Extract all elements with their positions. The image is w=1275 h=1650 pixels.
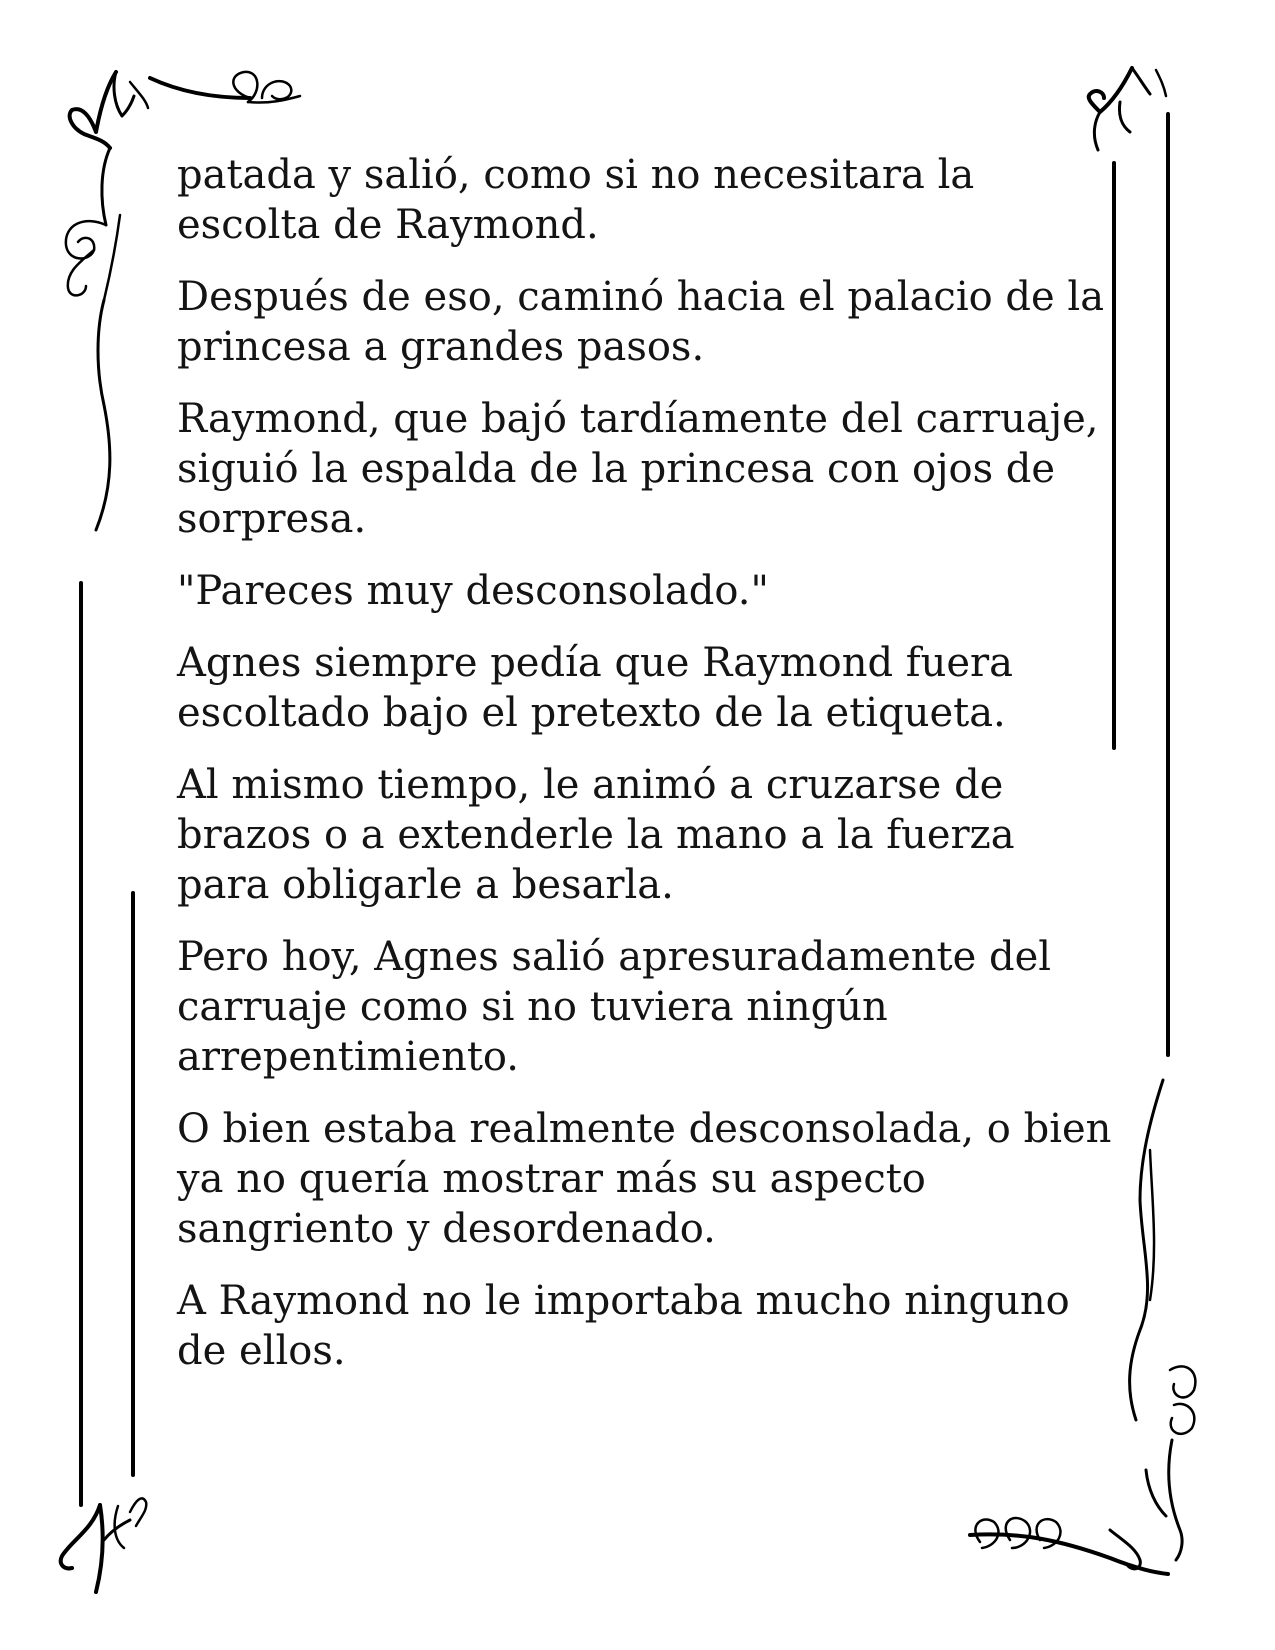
paragraph-4: "Pareces muy desconsolado." — [177, 568, 769, 614]
bottom-left-flourish-ornament — [61, 1498, 147, 1592]
top-right-flourish-ornament — [1089, 68, 1166, 150]
paragraph-6: Al mismo tiempo, le animó a cruzarse de brazos o a extenderle la mano a la fuerza para obligarle a besarla. — [177, 762, 1015, 908]
paragraph-9: A Raymond no le importaba mucho ninguno de ellos. — [177, 1278, 1070, 1374]
paragraph-5: Agnes siempre pedía que Raymond fuera escoltado bajo el pretexto de la etiqueta. — [177, 640, 1013, 736]
paragraph-3: Raymond, que bajó tardíamente del carruaje, siguió la espalda de la princesa con ojos de sorpresa. — [177, 396, 1099, 542]
body-text — [177, 150, 1112, 1398]
paragraph-7: Pero hoy, Agnes salió apresuradamente del carruaje como si no tuviera ningún arrepentimiento. — [177, 934, 1052, 1080]
paragraph-8: O bien estaba realmente desconsolada, o bien ya no quería mostrar más su aspecto sangriento y desordenado. — [177, 1106, 1112, 1252]
paragraph-1: patada y salió, como si no necesitara la escolta de Raymond. — [177, 152, 975, 248]
paragraph-2: Después de eso, caminó hacia el palacio de la princesa a grandes pasos. — [177, 274, 1105, 370]
